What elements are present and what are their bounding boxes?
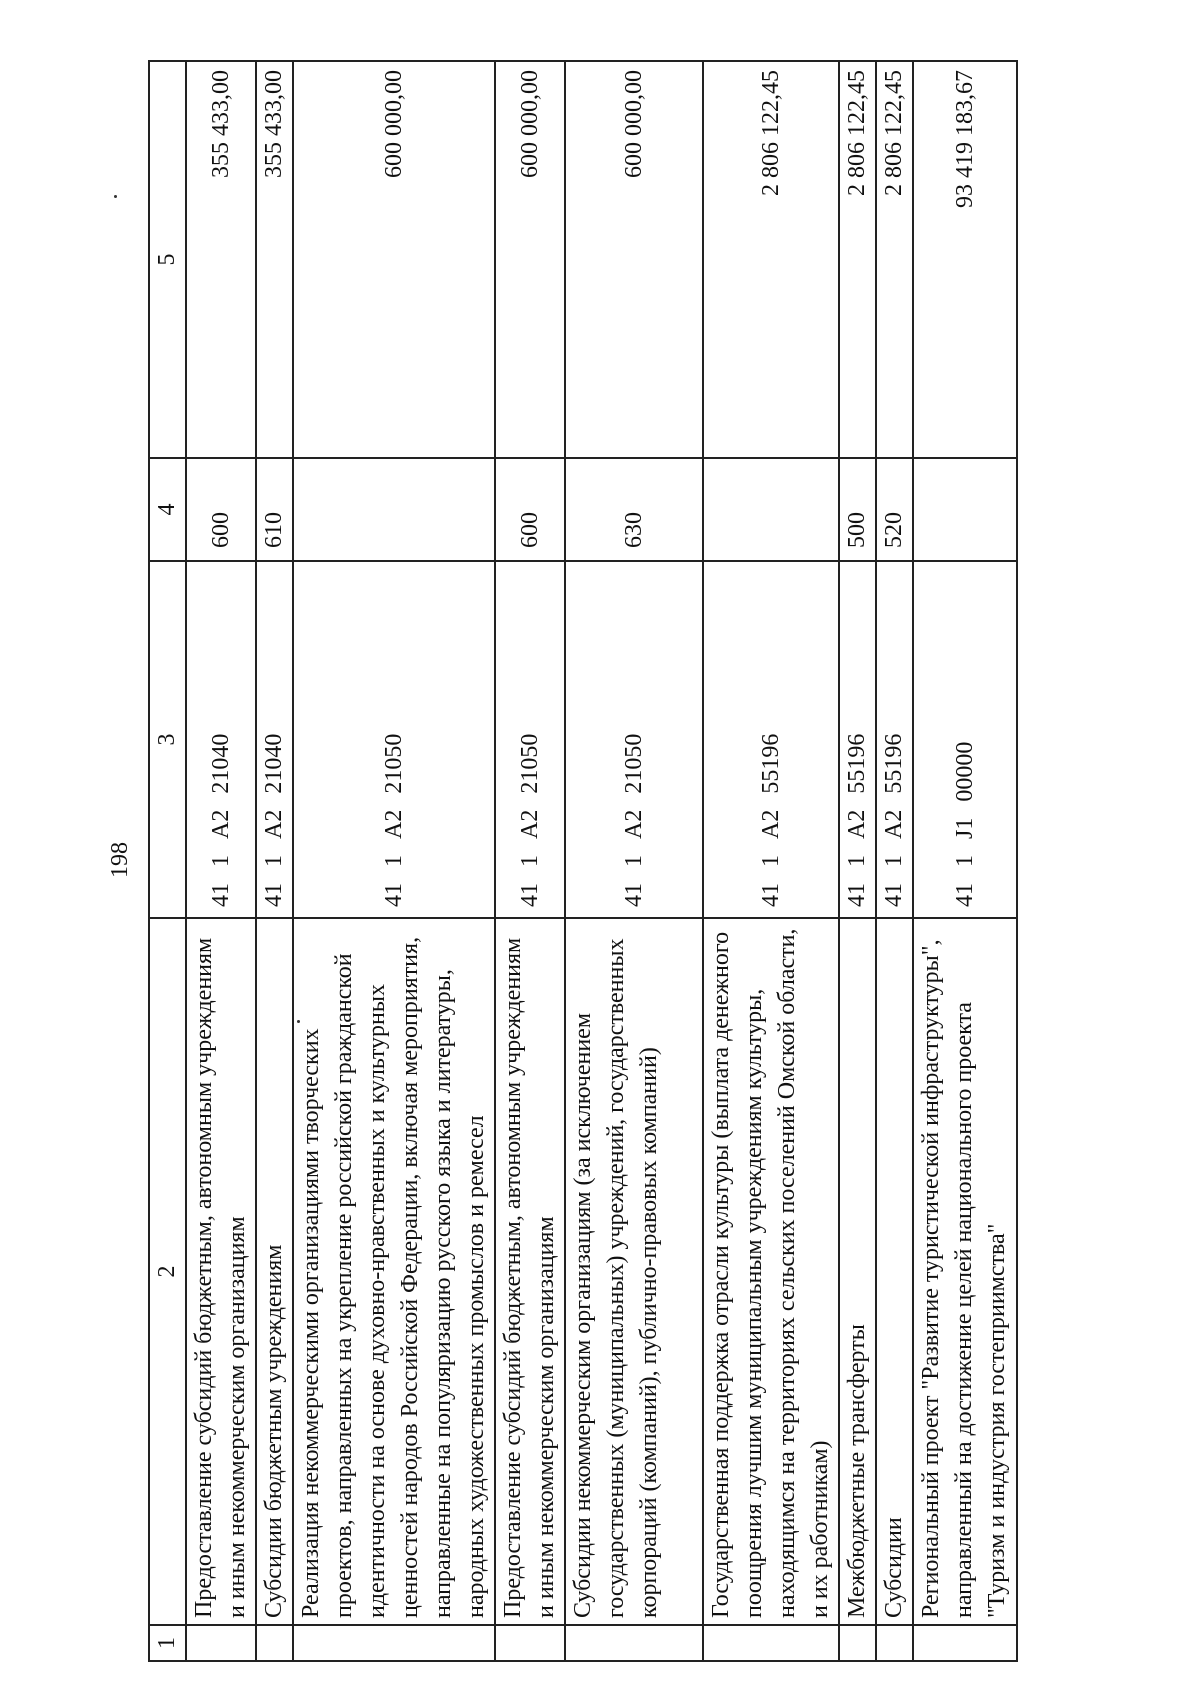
- table-row: [839, 61, 876, 1661]
- column-header-1: 1: [149, 1625, 186, 1661]
- column-header-5: 5: [149, 61, 186, 458]
- table-row: [186, 61, 256, 1661]
- table-row: [293, 61, 495, 1661]
- expense-name-cell: Предоставление субсидий бюджетным, автономным учреждениям и иным некоммерческим организациям: [186, 918, 256, 1625]
- table-row: [495, 61, 565, 1661]
- code-part: 41: [880, 882, 907, 907]
- code-part: 21040: [260, 733, 287, 794]
- code-part: 41: [207, 882, 233, 907]
- code-part: А2: [757, 809, 783, 839]
- classification-code-cell: [186, 561, 256, 918]
- scan-speck: [114, 195, 117, 198]
- row-number-cell: [839, 1625, 876, 1661]
- code-part: 1: [757, 854, 783, 867]
- expense-type-cell: 610: [256, 458, 293, 561]
- expense-type-cell: 500: [839, 458, 876, 561]
- expense-type-cell: 600: [186, 458, 256, 561]
- budget-table-rotated: [148, 62, 1010, 1662]
- row-number-cell: [913, 1625, 1017, 1661]
- code-part: J1: [951, 817, 977, 839]
- table-row: [565, 61, 703, 1661]
- row-number-cell: [186, 1625, 256, 1661]
- code-part: 55196: [757, 733, 783, 794]
- expense-type-cell: [913, 458, 1017, 561]
- amount-cell: 600 000,00: [293, 61, 495, 458]
- row-number-cell: [703, 1625, 839, 1661]
- code-part: 55196: [880, 733, 907, 794]
- table-row: [703, 61, 839, 1661]
- code-part: А2: [516, 809, 542, 839]
- expense-name-cell: Субсидии некоммерческим организациям (за исключением государственных (муниципальных) учреждений, государственных корпораций (компаний), публично-правовых компаний): [565, 918, 703, 1625]
- row-number-cell: [565, 1625, 703, 1661]
- code-part: 1: [843, 854, 870, 867]
- page-number: 198: [107, 842, 133, 878]
- column-header-2: 2: [149, 918, 186, 1625]
- code-part: 41: [260, 882, 287, 907]
- amount-cell: 2 806 122,45: [876, 61, 913, 458]
- code-part: 41: [951, 882, 977, 907]
- code-part: 1: [620, 854, 646, 867]
- expense-name-cell: Межбюджетные трансферты: [839, 918, 876, 1625]
- expense-type-cell: [703, 458, 839, 561]
- table-row: [913, 61, 1017, 1661]
- classification-code-cell: [876, 561, 913, 918]
- code-part: 1: [951, 854, 977, 867]
- classification-code-cell: [293, 561, 495, 918]
- code-part: 41: [620, 882, 646, 907]
- code-part: 21050: [516, 733, 542, 794]
- budget-table: [148, 60, 1018, 1662]
- code-part: 21040: [207, 733, 233, 794]
- code-part: 1: [207, 854, 233, 867]
- row-number-cell: [876, 1625, 913, 1661]
- classification-code-cell: [256, 561, 293, 918]
- code-part: 55196: [843, 733, 870, 794]
- row-number-cell: [495, 1625, 565, 1661]
- classification-code-cell: [839, 561, 876, 918]
- amount-cell: 2 806 122,45: [703, 61, 839, 458]
- amount-cell: 2 806 122,45: [839, 61, 876, 458]
- table-row: [876, 61, 913, 1661]
- code-part: 21050: [620, 733, 646, 794]
- classification-code-cell: [913, 561, 1017, 918]
- code-part: А2: [260, 809, 287, 839]
- code-part: 1: [260, 854, 287, 867]
- code-part: А2: [620, 809, 646, 839]
- classification-code-cell: [703, 561, 839, 918]
- table-header-row: [149, 61, 186, 1661]
- expense-type-cell: 520: [876, 458, 913, 561]
- expense-name-cell: Предоставление субсидий бюджетным, автономным учреждениям и иным некоммерческим организациям: [495, 918, 565, 1625]
- column-header-4: 4: [149, 458, 186, 561]
- classification-code-cell: [565, 561, 703, 918]
- code-part: 1: [880, 854, 907, 867]
- amount-cell: 600 000,00: [565, 61, 703, 458]
- expense-name-cell: Субсидии бюджетным учреждениям: [256, 918, 293, 1625]
- classification-code-cell: [495, 561, 565, 918]
- expense-type-cell: [293, 458, 495, 561]
- code-part: 41: [380, 882, 406, 907]
- table-row: [256, 61, 293, 1661]
- amount-cell: 93 419 183,67: [913, 61, 1017, 458]
- amount-cell: 355 433,00: [256, 61, 293, 458]
- code-part: 41: [757, 882, 783, 907]
- expense-name-cell: Государственная поддержка отрасли культуры (выплата денежного поощрения лучшим муниципальным учреждениям культуры, находящимся на территориях сельских поселений Омской области, и их работникам): [703, 918, 839, 1625]
- code-part: 00000: [951, 741, 977, 802]
- code-part: 21050: [380, 733, 406, 794]
- code-part: А2: [380, 809, 406, 839]
- code-part: 1: [516, 854, 542, 867]
- expense-name-cell: Реализация некоммерческими организациями творческих проектов, направленных на укрепление российской гражданской идентичности на основе духовно-нравственных и культурных ценностей народов Российской Федерации, включая мероприятия, направленные на популяризацию русского языка и литературы, народных художественных промыслов и ремесел: [293, 918, 495, 1625]
- expense-name-cell: Субсидии: [876, 918, 913, 1625]
- row-number-cell: [293, 1625, 495, 1661]
- code-part: 1: [380, 854, 406, 867]
- amount-cell: 355 433,00: [186, 61, 256, 458]
- code-part: А2: [207, 809, 233, 839]
- expense-name-cell: Региональный проект "Развитие туристической инфраструктуры", направленный на достижение целей национального проекта "Туризм и индустрия гостеприимства": [913, 918, 1017, 1625]
- amount-cell: 600 000,00: [495, 61, 565, 458]
- code-part: 41: [843, 882, 870, 907]
- code-part: А2: [843, 809, 870, 839]
- expense-type-cell: 600: [495, 458, 565, 561]
- code-part: 41: [516, 882, 542, 907]
- row-number-cell: [256, 1625, 293, 1661]
- expense-type-cell: 630: [565, 458, 703, 561]
- code-part: А2: [880, 809, 907, 839]
- column-header-3: 3: [149, 561, 186, 918]
